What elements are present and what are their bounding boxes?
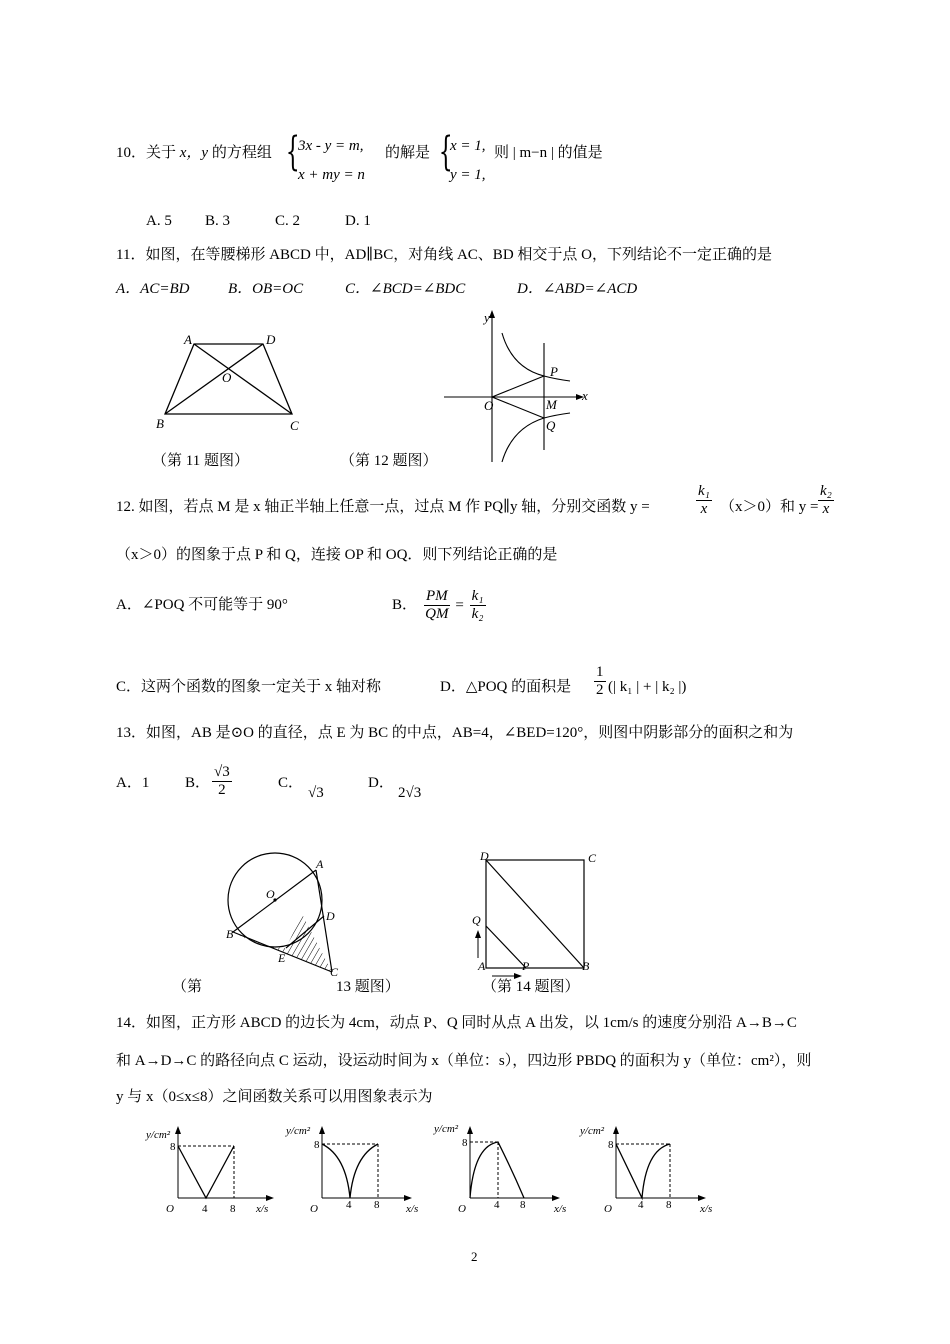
q10-eq1: 3x - y = m, <box>298 138 364 154</box>
axis-x-label: x <box>582 388 588 403</box>
origin-label: O <box>458 1203 466 1215</box>
point-d: D <box>326 909 335 923</box>
graph-option-a <box>140 1120 280 1220</box>
q12-option-b-frac: $\frac{PM}{QM}$ = $\frac{\text{k₁}}{\text{k₂}}$ <box>425 588 484 622</box>
q10-text-b: 的解是 <box>385 145 431 161</box>
q12-stem-c: （x＞0）的图象于点 P 和 Q，连接 OP 和 OQ．则下列结论正确的是 <box>116 547 558 563</box>
origin-label: O <box>166 1203 174 1215</box>
origin-label: O <box>310 1203 318 1215</box>
point-b: B <box>156 416 164 431</box>
q12-caption: （第 12 题图） <box>340 453 438 469</box>
origin-label: O <box>484 398 494 413</box>
tick-8: 8 <box>314 1139 320 1151</box>
q13-option-c-value: √3 <box>308 785 324 801</box>
q14-line1: 14．如图，正方形 ABCD 的边长为 4cm，动点 P、Q 同时从点 A 出发，以 1cm/s 的速度分别沿 A→B→C <box>116 1015 797 1031</box>
point-o: O <box>266 887 275 901</box>
graph-option-c <box>432 1120 582 1220</box>
point-b: B <box>226 927 234 941</box>
q12-option-b-label: B． <box>392 597 418 613</box>
point-d: D <box>480 849 489 863</box>
q12-stem-a: 12. 如图，若点 M 是 x 轴正半轴上任意一点，过点 M 作 PQ∥y 轴，分别交函数 y = <box>116 499 650 515</box>
point-b: B <box>582 959 590 973</box>
point-c: C <box>290 418 299 433</box>
left-brace-icon: { <box>285 129 300 175</box>
q10-option-c: C. 2 <box>275 213 301 229</box>
tick-4: 4 <box>346 1199 352 1211</box>
y-axis-label: y/cm² <box>146 1129 171 1141</box>
x-axis-label: x/s <box>256 1203 269 1215</box>
q14-line2: 和 A→D→C 的路径向点 C 运动，设运动时间为 x（单位：s），四边形 PBDQ 的面积为 y（单位：cm²），则 <box>116 1053 812 1069</box>
q12-option-d-label: D．△POQ 的面积是 <box>440 679 572 695</box>
x-axis-label: x/s <box>700 1203 713 1215</box>
q12-option-d-frac: $\frac{1}{2}$ <box>596 664 604 698</box>
q12-stem-b: （x＞0）和 y = <box>720 499 819 515</box>
q11-caption: （第 11 题图） <box>152 453 249 469</box>
y-axis-label: y/cm² <box>286 1125 311 1137</box>
q11-option-b: B．OB=OC <box>228 281 304 297</box>
origin-label: O <box>604 1203 612 1215</box>
q13-circle-figure <box>220 850 360 980</box>
q13-stem: 13．如图，AB 是⊙O 的直径，点 E 为 BC 的中点，AB=4，∠BED=120°，则图中阴影部分的面积之和为 <box>116 725 794 741</box>
y-axis-label: y/cm² <box>434 1123 459 1135</box>
q14-line3: y 与 x（0≤x≤8）之间函数关系可以用图象表示为 <box>116 1089 433 1105</box>
q12-option-c: C．这两个函数的图象一定关于 x 轴对称 <box>116 679 382 695</box>
point-a: A <box>184 332 192 347</box>
point-q: Q <box>472 913 481 927</box>
q13-option-b-frac: $\frac{√3}{2}$ <box>214 764 230 798</box>
q13-option-d-value: 2√3 <box>398 785 422 801</box>
tick-4: 4 <box>202 1203 208 1215</box>
tick-8: 8 <box>170 1141 176 1153</box>
q12-hyperbola-figure <box>440 308 600 468</box>
q13-option-a: A．1 <box>116 775 150 791</box>
y-axis-label: y/cm² <box>580 1125 605 1137</box>
q12-option-a: A．∠POQ 不可能等于 90° <box>116 597 288 613</box>
q12-frac-1: $\frac{\text{k₁}}{x}$ <box>698 483 710 517</box>
q10-sol2: y = 1, <box>450 167 486 183</box>
axis-y-label: y <box>484 310 490 325</box>
tick-8: 8 <box>608 1139 614 1151</box>
tick-4: 4 <box>638 1199 644 1211</box>
q14-square-figure <box>470 850 600 975</box>
x-axis-label: x/s <box>406 1203 419 1215</box>
point-e: E <box>278 951 286 965</box>
x-axis-label: x/s <box>554 1203 567 1215</box>
point-d: D <box>266 332 276 347</box>
q12-option-d-expr: (| k₁ | + | k₂ |) <box>608 679 687 695</box>
q13-option-b-label: B． <box>185 775 211 791</box>
point-m: M <box>546 397 557 412</box>
point-c: C <box>588 851 597 865</box>
page-number: 2 <box>471 1249 478 1264</box>
graph-option-d <box>578 1120 728 1220</box>
q12-frac-2: $\frac{\text{k₂}}{x}$ <box>820 483 832 517</box>
q11-option-c: C．∠BCD=∠BDC <box>345 281 466 297</box>
point-a: A <box>316 857 324 871</box>
point-c: C <box>330 965 339 979</box>
q13-option-c-label: C． <box>278 775 304 791</box>
tick-8: 8 <box>230 1203 236 1215</box>
q10-text-c: 则 | m−n | 的值是 <box>494 145 603 161</box>
q10-option-d: D. 1 <box>345 213 371 229</box>
q10-eq2: x + my = n <box>298 167 365 183</box>
point-q: Q <box>546 418 556 433</box>
q13-caption-b: 13 题图） <box>336 979 400 995</box>
q10-label: 10．关于 x，y 的方程组 <box>116 145 272 161</box>
q11-trapezoid-figure <box>150 330 310 435</box>
q14-caption: （第 14 题图） <box>482 979 580 995</box>
tick-8: 8 <box>520 1199 526 1211</box>
q10-sol1: x = 1, <box>450 138 486 154</box>
q11-stem: 11．如图，在等腰梯形 ABCD 中，AD∥BC，对角线 AC、BD 相交于点 O，下列结论不一定正确的是 <box>116 247 772 263</box>
tick-8: 8 <box>374 1199 380 1211</box>
point-o: O <box>222 370 232 385</box>
q11-option-d: D．∠ABD=∠ACD <box>517 281 638 297</box>
point-a: A <box>478 959 486 973</box>
q13-option-d-label: D． <box>368 775 394 791</box>
graph-option-b <box>284 1120 434 1220</box>
left-brace-icon: { <box>438 129 453 175</box>
tick-8: 8 <box>666 1199 672 1211</box>
q11-option-a: A．AC=BD <box>116 281 190 297</box>
tick-8: 8 <box>462 1137 468 1149</box>
q13-caption-a: （第 <box>172 979 203 995</box>
tick-4: 4 <box>494 1199 500 1211</box>
q10-option-a: A. 5 <box>146 213 172 229</box>
point-p: P <box>550 364 558 379</box>
q10-option-b: B. 3 <box>205 213 231 229</box>
point-p: P <box>522 959 530 973</box>
